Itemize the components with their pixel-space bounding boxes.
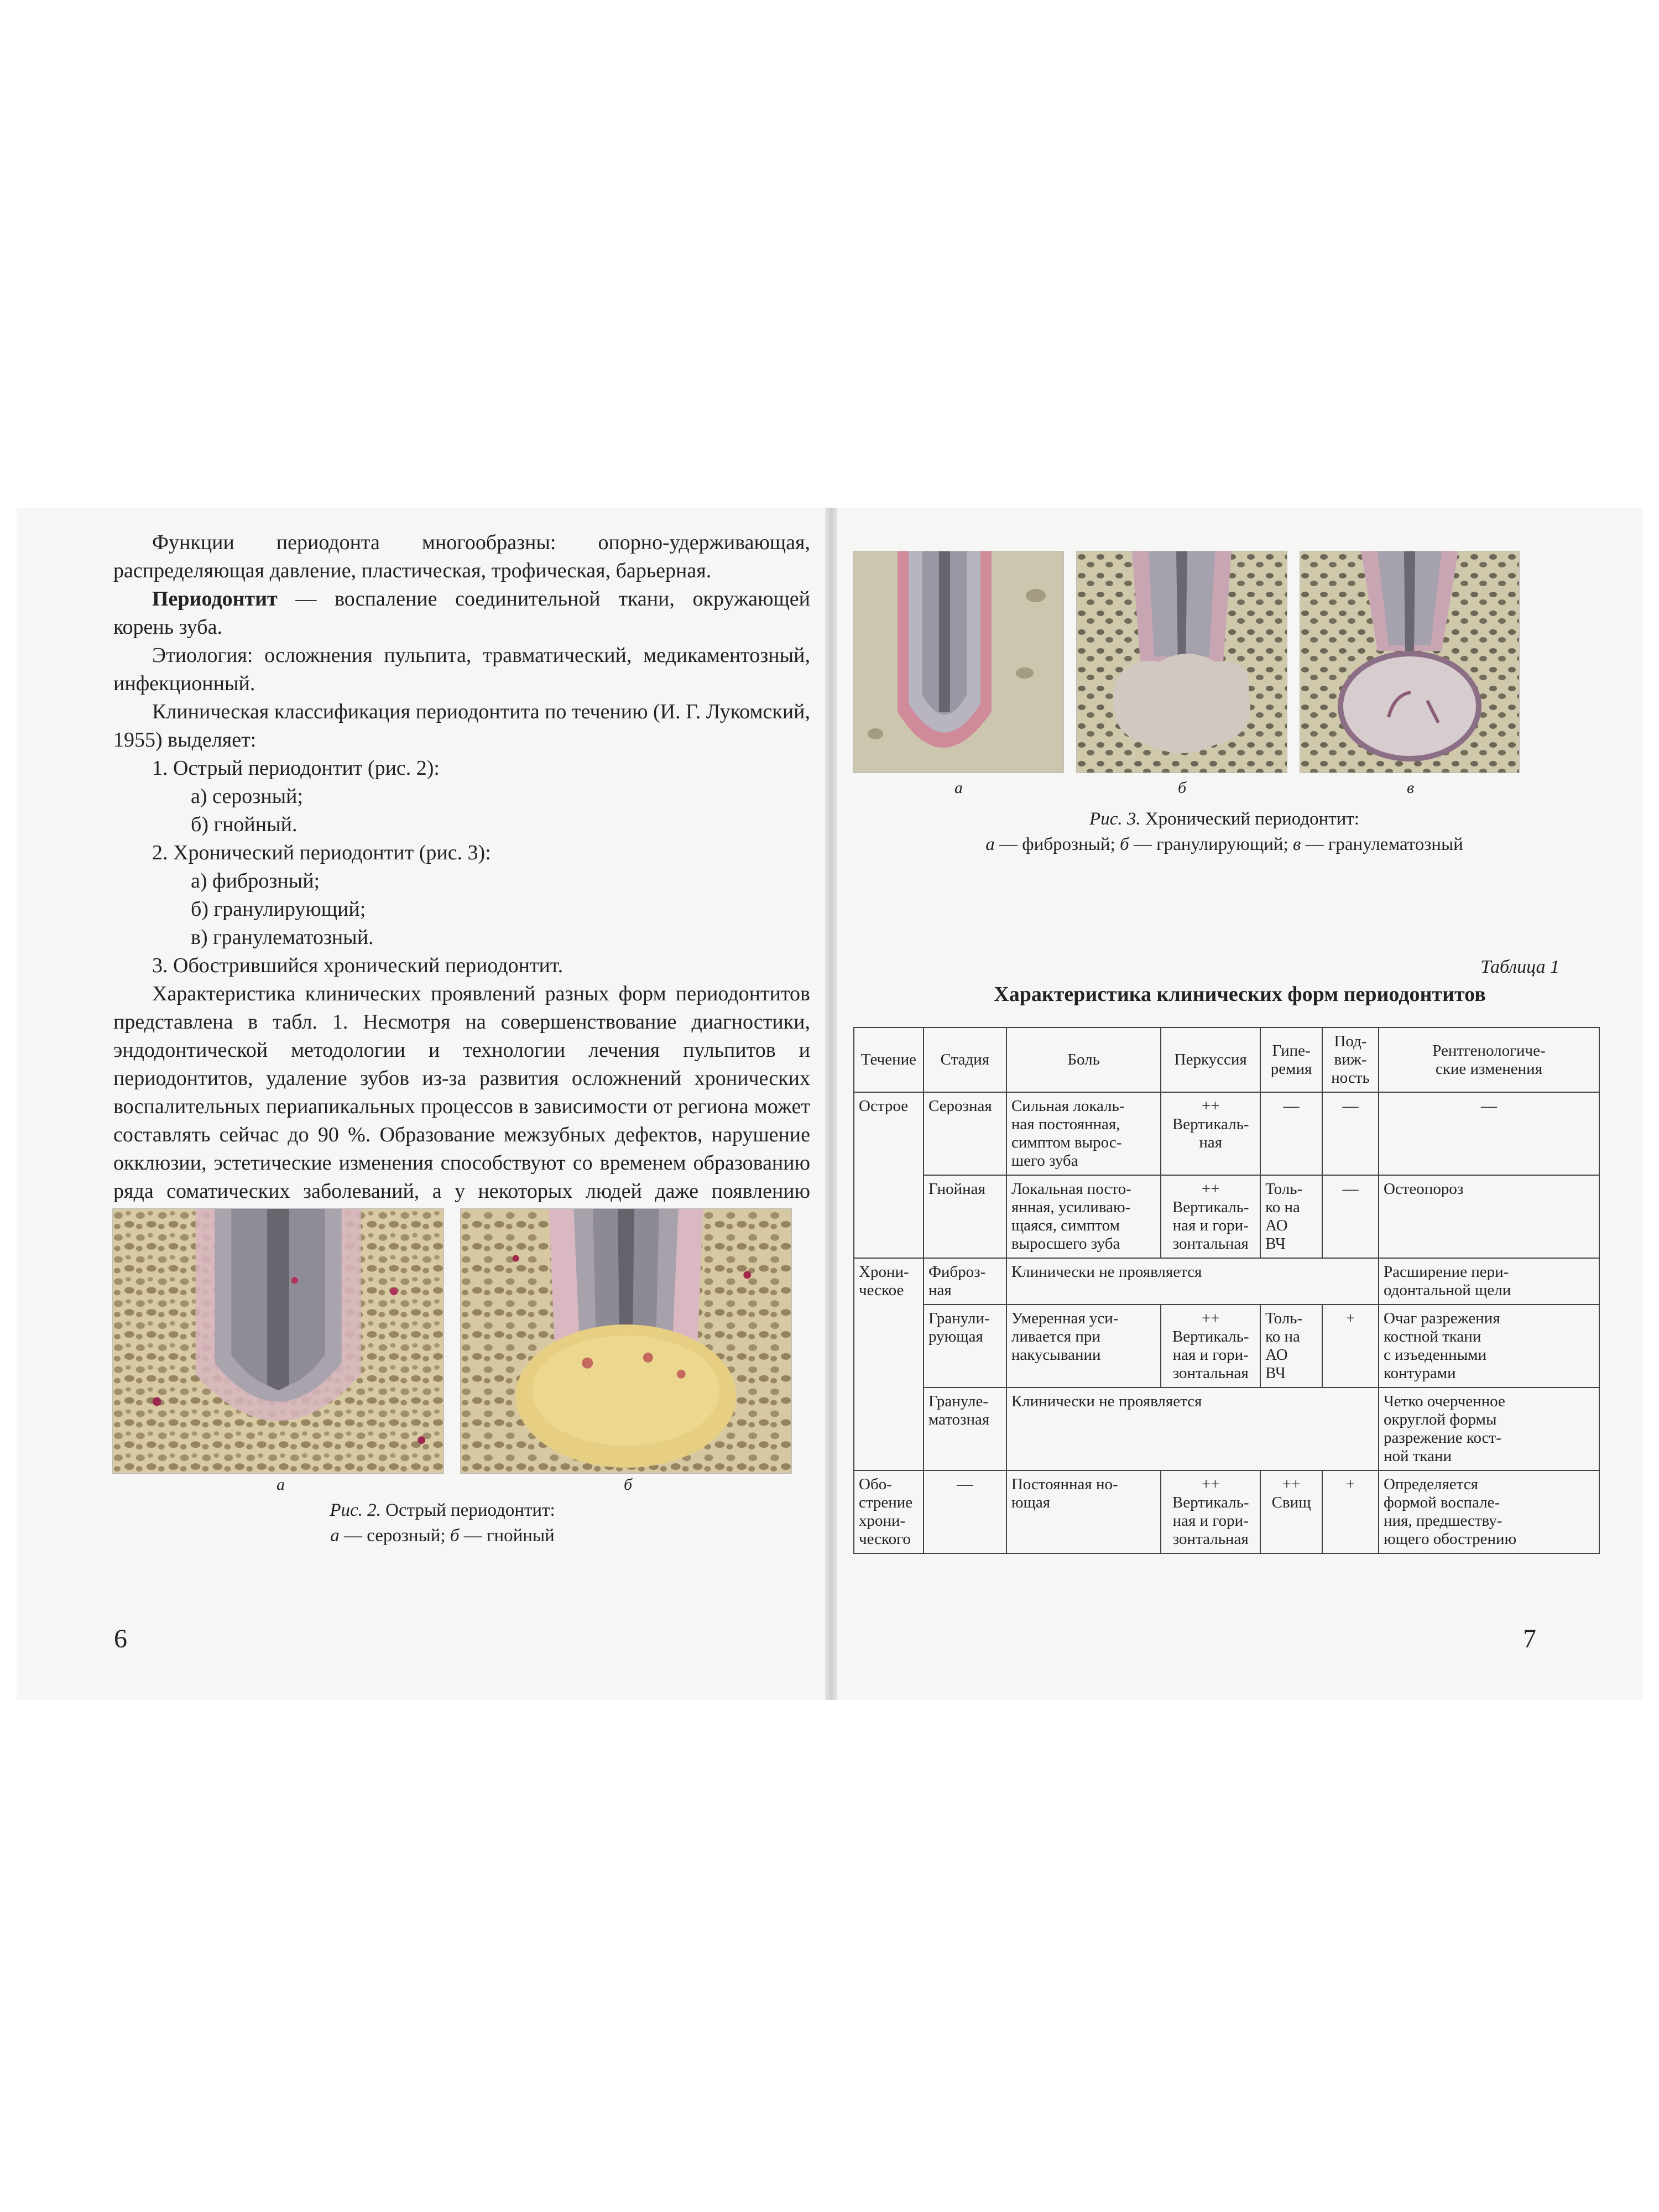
paragraph-etiology: Этиология: осложнения пульпита, травматический, медикаментозный, инфекционный.	[113, 644, 810, 695]
table-header-row	[854, 1027, 1599, 1092]
table-cell-stage: Гранули- рующая	[924, 1305, 1006, 1387]
table-cell-stage: —	[924, 1470, 1006, 1553]
table-cell-pain: Сильная локаль- ная постоянная, симптом вырос- шего зуба	[1006, 1092, 1161, 1175]
figure-3b-label: б	[1178, 779, 1187, 797]
table-row	[854, 1092, 1599, 1175]
table-cell-mobility: —	[1322, 1175, 1379, 1258]
table-cell-stage: Фиброз- ная	[924, 1258, 1006, 1305]
table-cell-course: Обо- стрение хрони- ческого	[854, 1470, 924, 1553]
table-cell-percussion: ++ Вертикаль- ная и гори- зонтальная	[1161, 1470, 1260, 1553]
table-cell-pain: Умеренная уси- ливается при накусывании	[1006, 1305, 1161, 1387]
table-cell-percussion: ++ Вертикаль- ная и гори- зонтальная	[1161, 1305, 1260, 1387]
paragraph-classification: Клиническая классификация периодонтита по течению (И. Г. Лукомский, 1955) выделяет:	[113, 700, 810, 752]
table-cell-pain: Локальная посто- янная, усиливаю- щаяся, симптом выросшего зуба	[1006, 1175, 1161, 1258]
table-header-cell: Стадия	[924, 1027, 1006, 1092]
caption-title: Хронический периодонтит:	[1140, 809, 1359, 829]
table-header-cell: Гипе- ремия	[1260, 1027, 1322, 1092]
paragraph-definition	[113, 585, 810, 641]
table-cell-stage: Гнойная	[924, 1175, 1006, 1258]
table-cell-xray: Четко очерченное округлой формы разрежение кост- ной ткани	[1379, 1387, 1599, 1470]
figure-2a-label: а	[276, 1475, 285, 1494]
caption-fig-number: Рис. 2.	[330, 1500, 381, 1520]
caption-text: — фиброзный;	[994, 834, 1120, 854]
caption-letter: в	[1292, 834, 1301, 854]
periodontitis-forms-table	[853, 1027, 1600, 1554]
caption-letter: б	[450, 1526, 460, 1546]
table-cell-xray: Остеопороз	[1379, 1175, 1599, 1258]
caption-text: — гранулирующий;	[1129, 834, 1293, 854]
table-header-cell: Течение	[854, 1027, 924, 1092]
table-header-cell: Под- виж- ность	[1322, 1027, 1379, 1092]
definition-text: — воспаление соединительной ткани, окружающей корень зуба.	[113, 587, 810, 639]
left-page	[17, 508, 825, 1700]
figure-3c-granulomatous-periodontitis	[1300, 551, 1520, 773]
list-item: в) гранулематозный.	[191, 926, 374, 949]
table-cell-course: Острое	[854, 1092, 924, 1258]
table-cell-mobility: +	[1322, 1470, 1379, 1553]
list-item: а) серозный;	[191, 785, 303, 808]
paragraph-closing: Характеристика клинических проявлений разных форм периодонтитов представлена в табл. 1. Несмотря на совершенствование диагностики, эндодонтической методологии и технологии лечения пульпитов и периодонтитов, удаление зубов из-за развития осложнений хронических воспалительных периапикальных процессов в зависимости от региона может составлять сейчас до 90 %. Образование межзубных дефектов, нарушение окклюзии, эстетические изменения способствуют со временем образованию ряда соматических заболеваний, а у некоторых людей даже появлению	[113, 982, 810, 1203]
table-cell-xray: Расширение пери- одонтальной щели	[1379, 1258, 1599, 1305]
table-cell-percussion: ++ Вертикаль- ная и гори- зонтальная	[1161, 1175, 1260, 1258]
table-cell-xray: Определяется формой воспале- ния, предшеству- ющего обострению	[1379, 1470, 1599, 1553]
table-cell-hyperemia: Толь- ко на АО ВЧ	[1260, 1175, 1322, 1258]
table-cell-stage: Грануле- матозная	[924, 1387, 1006, 1470]
table-header-cell: Перкуссия	[1161, 1027, 1260, 1092]
table-cell-merged: Клинически не проявляется	[1006, 1258, 1379, 1305]
list-item: 1. Острый периодонтит (рис. 2):	[152, 757, 440, 780]
caption-text: — гнойный	[459, 1526, 555, 1546]
table-cell-percussion: ++ Вертикаль- ная	[1161, 1092, 1260, 1175]
figure-2b-label: б	[624, 1475, 633, 1494]
table-cell-course: Хрони- ческое	[854, 1258, 924, 1470]
table-header-cell: Рентгенологиче- ские изменения	[1379, 1027, 1599, 1092]
table-row	[854, 1258, 1599, 1305]
paragraph-functions: Функции периодонта многообразны: опорно-удерживающая, распределяющая давление, пластическая, трофическая, барьерная.	[113, 531, 810, 582]
book-spine	[825, 508, 837, 1700]
figure-2b-purulent-periodontitis	[460, 1208, 792, 1474]
caption-title: Острый периодонтит:	[380, 1500, 555, 1520]
page-number-right: 7	[1523, 1624, 1536, 1653]
table-cell-pain: Постоянная но- ющая	[1006, 1470, 1161, 1553]
caption-fig-number: Рис. 3.	[1089, 809, 1141, 829]
figure-2-caption	[293, 1498, 592, 1548]
figure-3a-label: а	[954, 779, 963, 797]
tooth-granulating-illustration	[1077, 551, 1287, 773]
figure-3b-granulating-periodontitis	[1076, 551, 1287, 773]
figure-3c-label: в	[1407, 779, 1415, 797]
list-item: 2. Хронический периодонтит (рис. 3):	[152, 841, 491, 864]
list-item: 3. Обострившийся хронический периодонтит.	[152, 954, 564, 977]
tooth-abscess-illustration	[461, 1209, 791, 1473]
left-page-text	[113, 529, 810, 1234]
table-row	[854, 1387, 1599, 1470]
term-periodontitis: Периодонтит	[152, 587, 278, 611]
tooth-root-illustration	[113, 1209, 444, 1473]
tooth-granuloma-illustration	[1300, 551, 1519, 773]
table-label: Таблица 1	[1480, 957, 1559, 977]
figure-2a-serous-periodontitis	[112, 1208, 444, 1474]
caption-text: — гранулематозный	[1301, 834, 1463, 854]
figure-3a-fibrous-periodontitis	[853, 551, 1064, 773]
list-item: б) гранулирующий;	[191, 898, 366, 921]
table-title: Характеристика клинических форм периодонтитов	[994, 983, 1486, 1006]
table-cell-hyperemia: Толь- ко на АО ВЧ	[1260, 1305, 1322, 1387]
right-page	[837, 508, 1642, 1700]
caption-text: — серозный;	[339, 1526, 450, 1546]
page-number-left: 6	[114, 1624, 127, 1653]
caption-letter: а	[985, 834, 995, 854]
table-row	[854, 1305, 1599, 1387]
table-cell-hyperemia: ++ Свищ	[1260, 1470, 1322, 1553]
table-cell-mobility: +	[1322, 1305, 1379, 1387]
table-cell-mobility: —	[1322, 1092, 1379, 1175]
table-row	[854, 1470, 1599, 1553]
caption-letter: б	[1119, 834, 1129, 854]
table-cell-stage: Серозная	[924, 1092, 1006, 1175]
table-cell-hyperemia: —	[1260, 1092, 1322, 1175]
table-cell-xray: Очаг разрежения костной ткани с изъеденными контурами	[1379, 1305, 1599, 1387]
figure-3-caption	[893, 806, 1556, 857]
table-row	[854, 1175, 1599, 1258]
tooth-fibrous-illustration	[853, 551, 1063, 773]
table-cell-xray: —	[1379, 1092, 1599, 1175]
caption-letter: а	[330, 1526, 340, 1546]
table-header-cell: Боль	[1006, 1027, 1161, 1092]
list-item: б) гнойный.	[191, 813, 298, 836]
list-item: а) фиброзный;	[191, 869, 320, 893]
table-cell-merged: Клинически не проявляется	[1006, 1387, 1379, 1470]
